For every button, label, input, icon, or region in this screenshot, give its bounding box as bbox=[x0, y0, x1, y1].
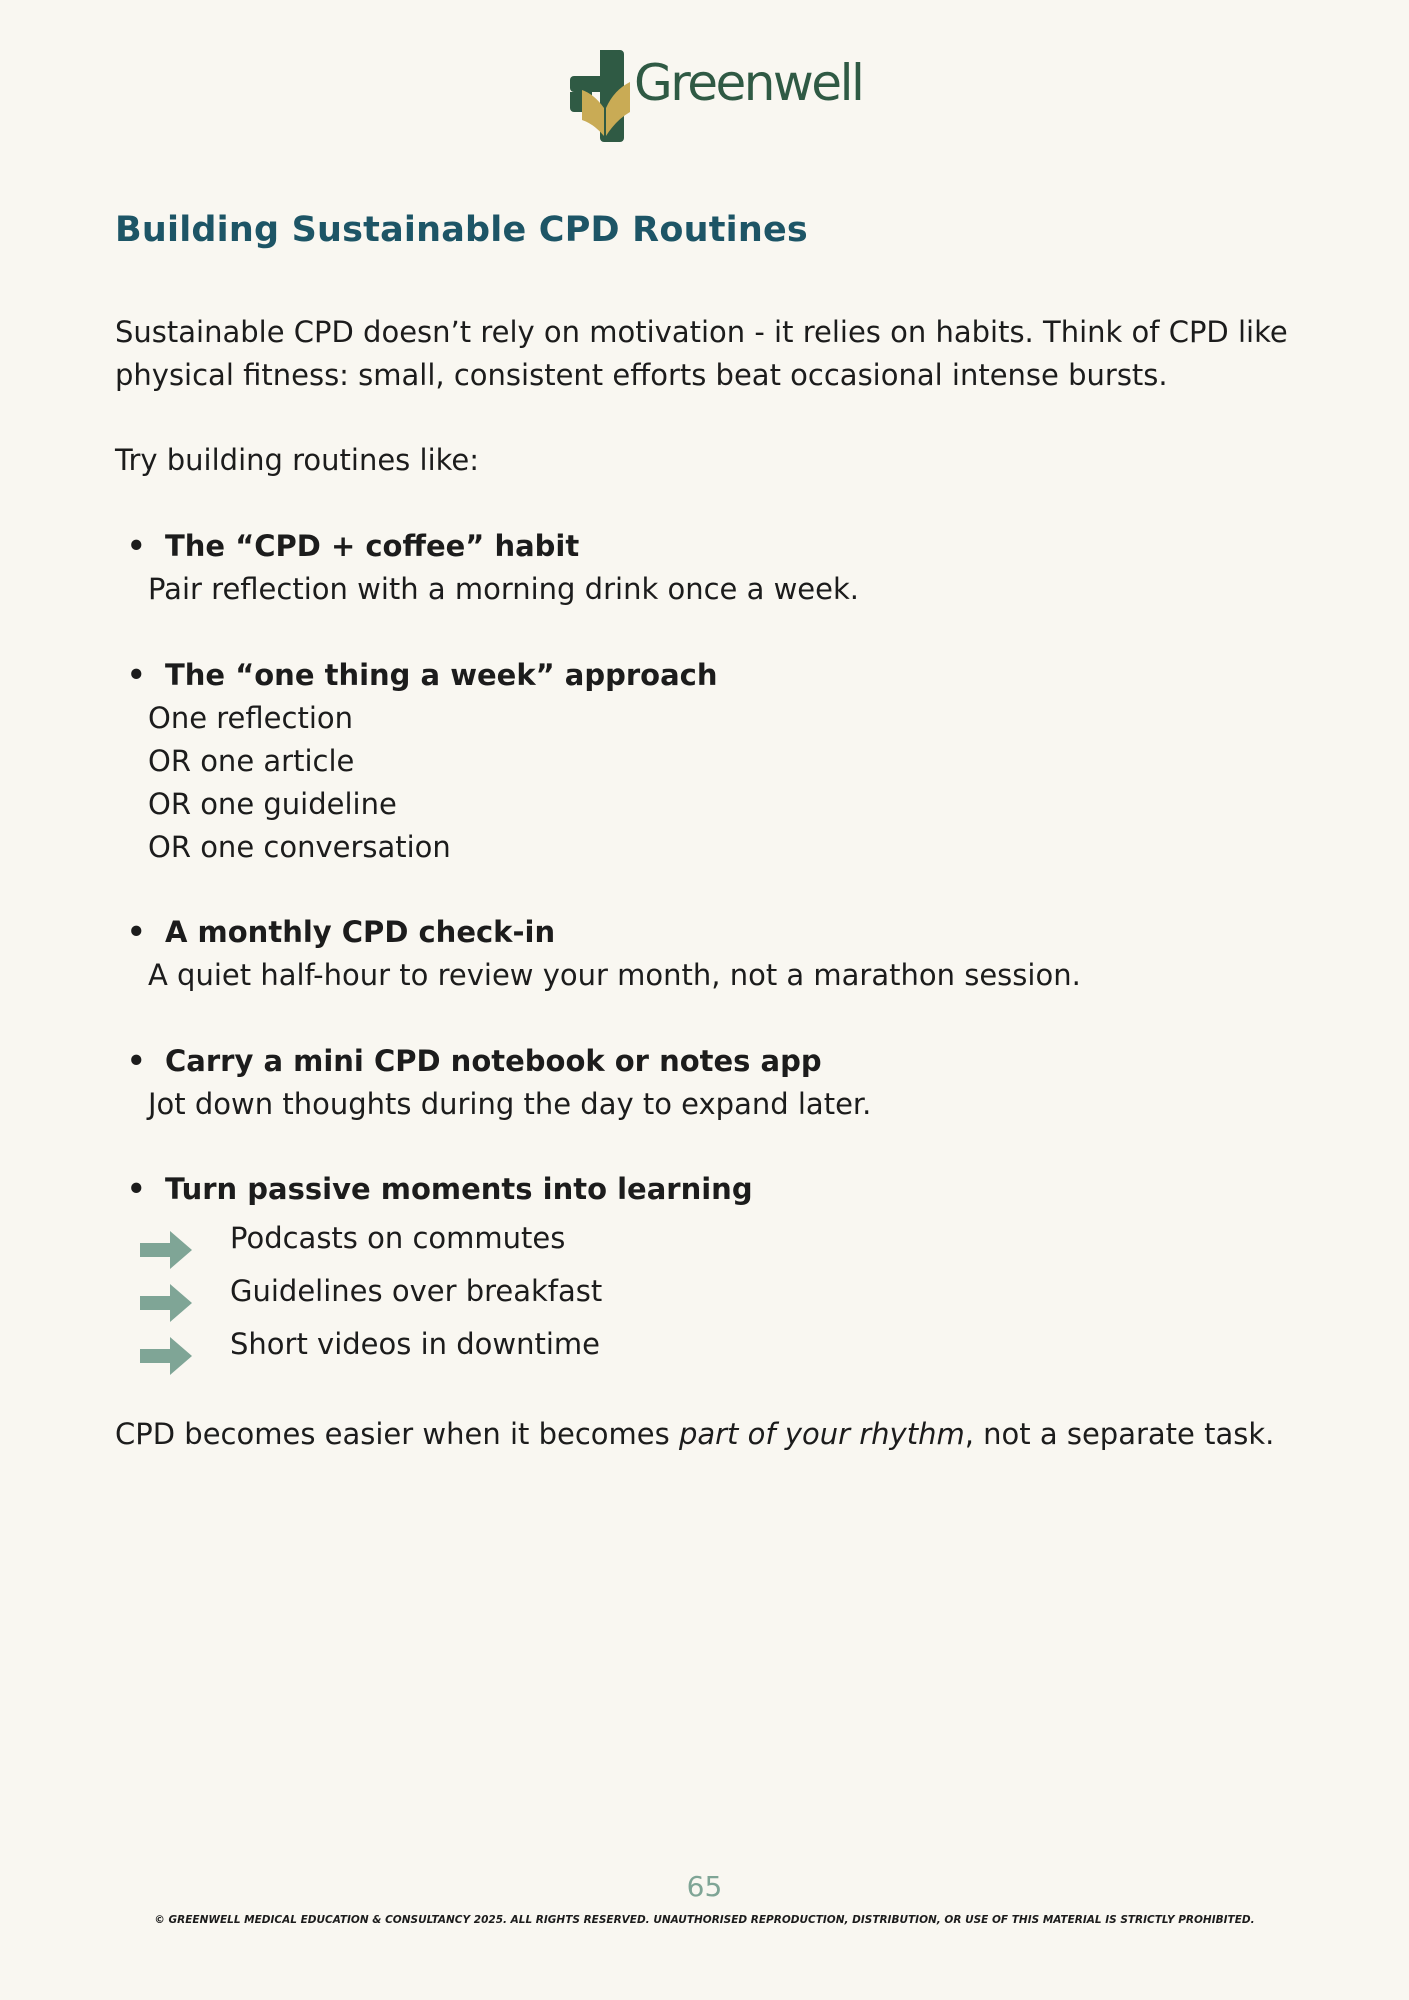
bullet-dot: • bbox=[127, 529, 146, 563]
brand-logo bbox=[568, 48, 863, 144]
closing-emphasis: part of your rhythm bbox=[678, 1417, 965, 1451]
bullet-dot: • bbox=[127, 1172, 146, 1206]
intro-line-2: physical fitness: small, consistent efforts beat occasional intense bursts. bbox=[115, 358, 1168, 392]
item-line: OR one article bbox=[148, 744, 355, 778]
lead-in-text: Try building routines like: bbox=[115, 443, 480, 477]
item-line: OR one conversation bbox=[148, 830, 451, 864]
medical-cross-book-logo-icon bbox=[568, 48, 638, 144]
bullet-dot: • bbox=[127, 1044, 146, 1078]
item-heading-one-thing: The “one thing a week” approach bbox=[165, 658, 718, 692]
sub-item-label: Podcasts on commutes bbox=[230, 1221, 566, 1255]
right-arrow-icon bbox=[140, 1231, 192, 1269]
bullet-dot: • bbox=[127, 658, 146, 692]
item-heading-notebook: Carry a mini CPD notebook or notes app bbox=[165, 1044, 822, 1078]
closing-text-end: , not a separate task. bbox=[964, 1417, 1275, 1451]
page-title: Building Sustainable CPD Routines bbox=[115, 210, 808, 250]
intro-line-1: Sustainable CPD doesn’t rely on motivation - it relies on habits. Think of CPD like bbox=[115, 315, 1288, 349]
right-arrow-icon bbox=[140, 1284, 192, 1322]
sub-item-label: Guidelines over breakfast bbox=[230, 1274, 603, 1308]
item-heading-coffee: The “CPD + coffee” habit bbox=[165, 529, 580, 563]
brand-name: Greenwell bbox=[634, 54, 863, 112]
bullet-dot: • bbox=[127, 915, 146, 949]
item-line: A quiet half-hour to review your month, not a marathon session. bbox=[148, 958, 1081, 992]
item-line: OR one guideline bbox=[148, 787, 397, 821]
item-heading-monthly: A monthly CPD check-in bbox=[165, 915, 556, 949]
item-line: Pair reflection with a morning drink once a week. bbox=[148, 572, 859, 606]
item-line: Jot down thoughts during the day to expand later. bbox=[148, 1087, 872, 1121]
page-number: 65 bbox=[686, 1870, 723, 1903]
sub-item-label: Short videos in downtime bbox=[230, 1327, 601, 1361]
item-line: One reflection bbox=[148, 701, 353, 735]
item-heading-passive: Turn passive moments into learning bbox=[165, 1172, 753, 1206]
closing-sentence bbox=[115, 1413, 1274, 1456]
closing-text-start: CPD becomes easier when it becomes bbox=[115, 1417, 679, 1451]
copyright-footer: © GREENWELL MEDICAL EDUCATION & CONSULTANCY 2025. ALL RIGHTS RESERVED. UNAUTHORISED REPRODUCTION, DISTRIBUTION, OR USE OF THIS MATERIAL IS STRICTLY PROHIBITED. bbox=[154, 1914, 1255, 1926]
right-arrow-icon bbox=[140, 1337, 192, 1375]
